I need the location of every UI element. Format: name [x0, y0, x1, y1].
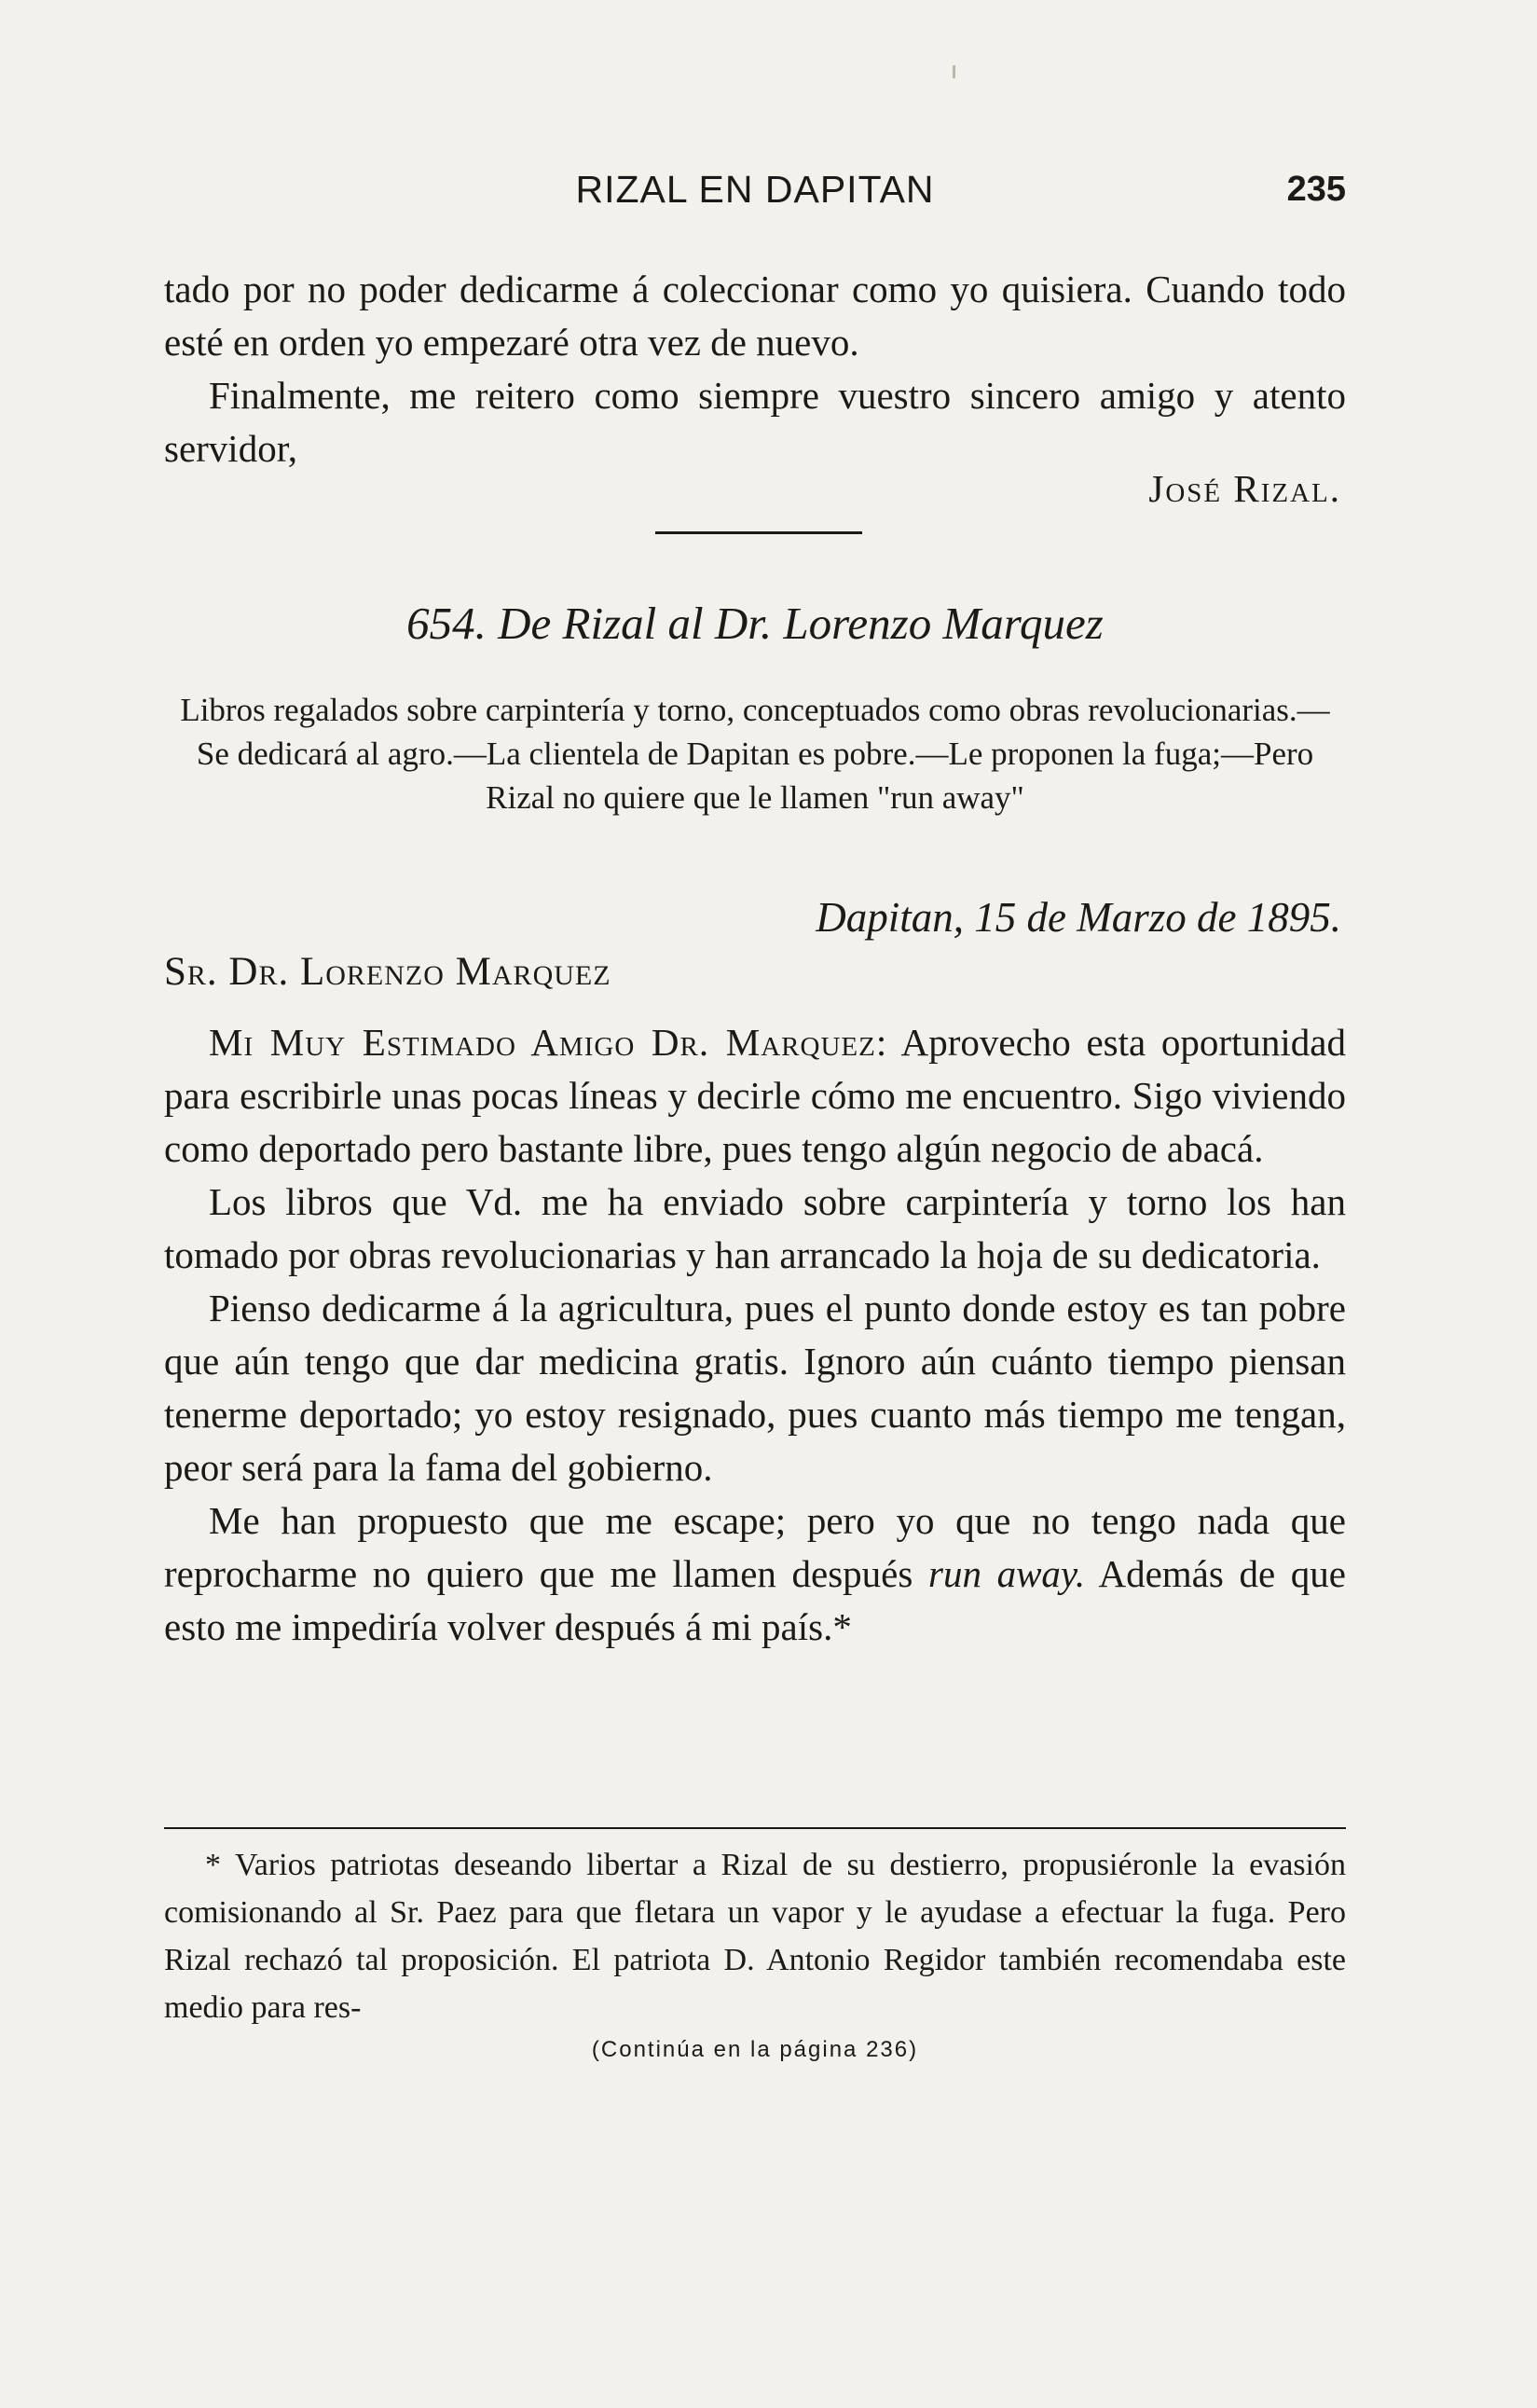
letter-heading: 654. De Rizal al Dr. Lorenzo Marquez: [406, 598, 1104, 649]
paragraph-4-end: Además de que esto me impediría volver después á mi país.*: [164, 1552, 1346, 1648]
continuation-note: (Continúa en la página 236): [591, 2037, 919, 2062]
letter-paragraph-1: [164, 1016, 1346, 1176]
letter-summary: Libros regalados sobre carpintería y torno, conceptuados como obras revolucionarias.—Se dedicará al agro.—La clientela de Dapitan es pobre.—Le proponen la fuga;—Pero Rizal no quiere que le llamen "run away": [180, 692, 1330, 816]
letter-paragraph-1-text: Aprovecho esta oportunidad para escribirle unas pocas líneas y decirle cómo me encuentro. Sigo viviendo como deportado pero bastante libre, pues tengo algún negocio de abacá.: [164, 1021, 1346, 1170]
letter-body: [164, 1016, 1346, 1654]
page-number: 235: [1286, 170, 1346, 209]
letter-paragraph-2: Los libros que Vd. me ha enviado sobre carpintería y torno los han tomado por obras revolucionarias y han arrancado la hoja de su dedicatoria.: [164, 1180, 1346, 1276]
letter-paragraph-4: [164, 1494, 1346, 1654]
footnote-text: * Varios patriotas deseando libertar a Rizal de su destierro, propusiéronle la evasión comisionando al Sr. Paez para que fletara un vapor y le ayudase a efectuar la fuga. Pero Rizal rechazó tal proposición. El patriota D. Antonio Regidor también recomendaba este medio para res-: [164, 1848, 1346, 2025]
salutation: Mi Muy Estimado Amigo Dr. Marquez:: [209, 1021, 888, 1064]
previous-paragraph-2: Finalmente, me reitero como siempre vuestro sincero amigo y atento servidor,: [164, 374, 1346, 470]
paper-speck: [953, 65, 955, 78]
running-header: [164, 168, 1346, 224]
running-title: RIZAL EN DAPITAN: [575, 168, 935, 211]
dateline: Dapitan, 15 de Marzo de 1895.: [816, 894, 1341, 941]
paragraph-4-start: Me han propuesto que me escape; pero yo que no tengo nada que reprocharme no quiero que me llamen después: [164, 1499, 1346, 1595]
signature: José Rizal.: [1148, 467, 1341, 510]
addressee: Sr. Dr. Lorenzo Marquez: [164, 950, 611, 994]
paragraph-4-italic: run away.: [927, 1552, 1086, 1595]
footnote-rule: [164, 1827, 1346, 1829]
section-divider: [655, 531, 862, 534]
previous-letter-end: [164, 263, 1346, 475]
letter-paragraph-3: Pienso dedicarme á la agricultura, pues el punto donde estoy es tan pobre que aún tengo que dar medicina gratis. Ignoro aún cuánto tiempo piensan tenerme deportado; yo estoy resignado, pues cuanto más tiempo me tengan, peor será para la fama del gobierno.: [164, 1287, 1346, 1489]
previous-paragraph-1: tado por no poder dedicarme á coleccionar como yo quisiera. Cuando todo esté en orden yo empezaré otra vez de nuevo.: [164, 268, 1346, 364]
footnote: [164, 1841, 1346, 2031]
